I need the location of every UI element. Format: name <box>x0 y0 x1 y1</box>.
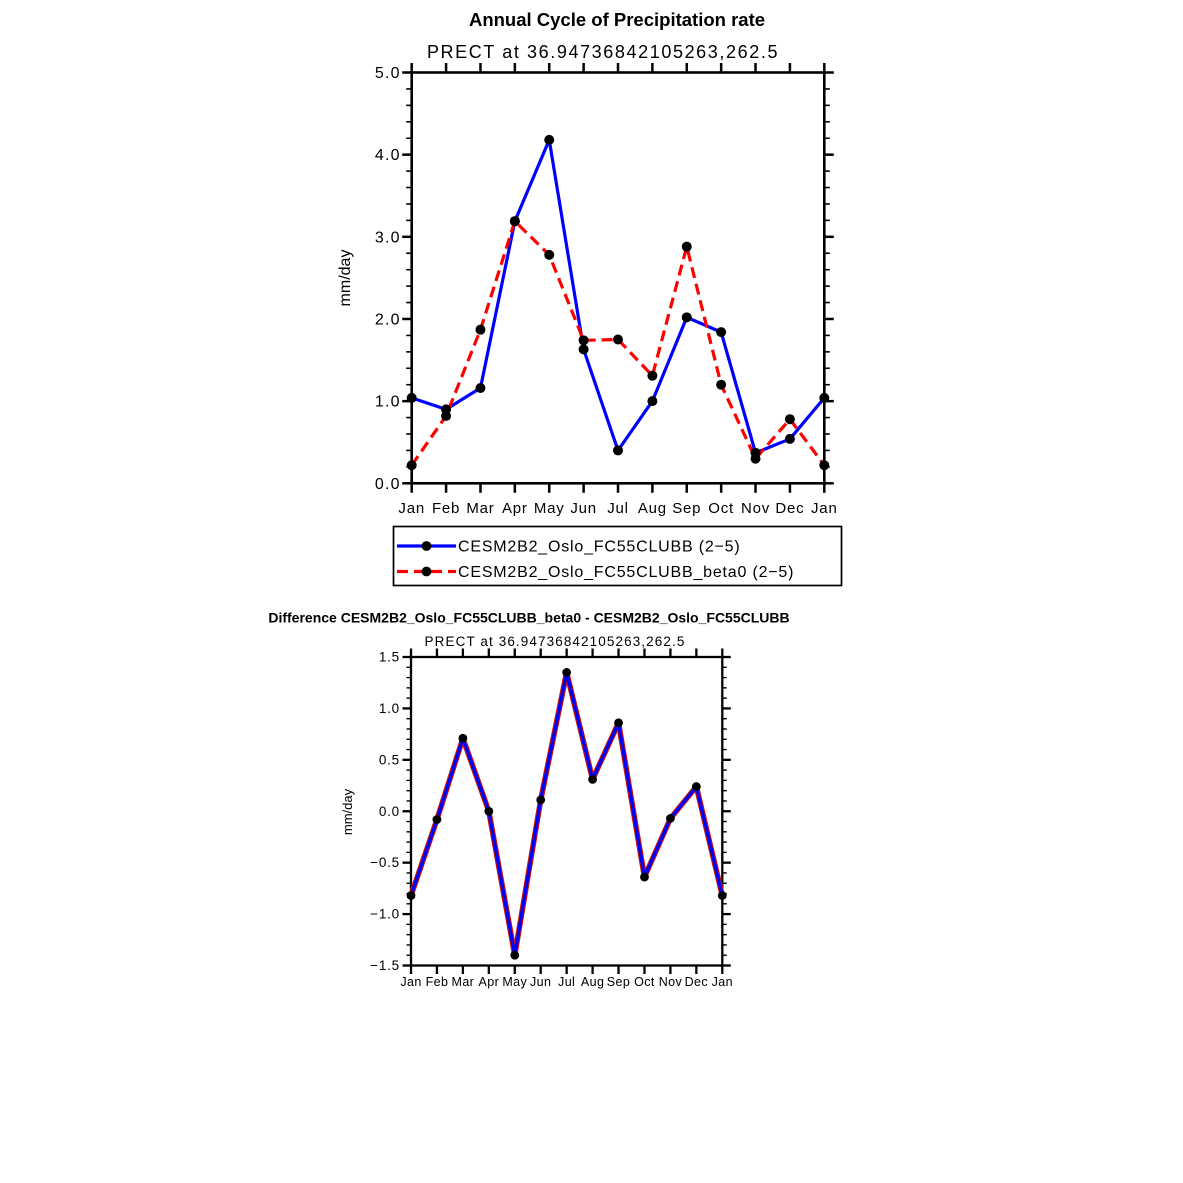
data-point-marker <box>510 216 520 226</box>
data-point-marker <box>613 335 623 345</box>
data-point-marker <box>458 734 467 743</box>
y-tick-label: 0.5 <box>378 752 400 768</box>
data-point-marker <box>819 393 829 403</box>
x-tick-label: Oct <box>634 975 655 989</box>
data-point-marker <box>785 434 795 444</box>
x-tick-label: Sep <box>672 500 702 517</box>
x-tick-label: Jun <box>530 975 552 989</box>
data-point-marker <box>441 411 451 421</box>
x-tick-label: Aug <box>637 500 667 517</box>
y-tick-label: 4.0 <box>374 147 401 165</box>
y-tick-label: 0.0 <box>378 803 400 819</box>
data-point-marker <box>613 445 623 455</box>
legend-marker-icon <box>422 567 432 577</box>
data-point-marker <box>588 775 597 784</box>
y-tick-label: 0.0 <box>374 475 401 493</box>
top-chart-title: Annual Cycle of Precipitation rate <box>468 9 766 30</box>
data-point-marker <box>718 891 727 900</box>
x-tick-label: Aug <box>580 975 605 989</box>
y-tick-label: −0.5 <box>370 855 400 871</box>
data-point-marker <box>475 383 485 393</box>
data-point-marker <box>579 344 589 354</box>
x-tick-label: Feb <box>431 500 461 517</box>
x-tick-label: Mar <box>466 500 495 517</box>
x-tick-label: Oct <box>708 500 735 517</box>
top-chart-y-axis-label: mm/day <box>337 249 354 307</box>
legend-marker-icon <box>422 541 432 551</box>
bottom-chart-y-axis-label: mm/day <box>340 788 355 836</box>
data-point-marker <box>544 135 554 145</box>
data-point-marker <box>751 454 761 464</box>
series-line <box>411 672 722 955</box>
data-point-marker <box>640 873 649 882</box>
data-point-marker <box>579 335 589 345</box>
x-tick-label: Feb <box>425 975 449 989</box>
data-point-marker <box>692 782 701 791</box>
y-tick-label: −1.5 <box>370 958 400 973</box>
x-tick-label: Jan <box>400 975 422 989</box>
legend-entry-cesm2b2: CESM2B2_Oslo_FC55CLUBB (2−5) <box>458 538 741 556</box>
data-point-marker <box>536 796 545 805</box>
data-point-marker <box>666 814 675 823</box>
data-point-marker <box>407 891 416 900</box>
x-tick-label: Mar <box>451 975 475 989</box>
bottom-chart-title: Difference CESM2B2_Oslo_FC55CLUBB_beta0 - CESM2B2_Oslo_FC55CLUBB <box>268 609 790 626</box>
y-tick-label: 3.0 <box>374 229 401 247</box>
data-point-marker <box>647 396 657 406</box>
x-tick-label: Dec <box>775 500 805 517</box>
x-tick-label: Jul <box>607 500 629 517</box>
data-point-marker <box>785 414 795 424</box>
bottom-chart-axes <box>370 649 733 990</box>
top-chart-subtitle: PRECT at 36.94736842105263,262.5 <box>426 42 780 62</box>
x-tick-label: Nov <box>740 500 771 517</box>
x-tick-label: Nov <box>658 975 683 989</box>
y-tick-label: 2.0 <box>374 311 401 329</box>
legend <box>394 527 842 586</box>
x-tick-label: Jan <box>711 975 733 989</box>
data-point-marker <box>510 951 519 960</box>
data-point-marker <box>407 393 417 403</box>
plot-frame <box>412 73 825 484</box>
data-point-marker <box>544 250 554 260</box>
x-tick-label: May <box>533 500 565 517</box>
x-tick-label: Dec <box>684 975 709 989</box>
data-point-marker <box>682 242 692 252</box>
x-tick-label: Apr <box>478 975 500 989</box>
x-tick-label: May <box>502 975 528 989</box>
x-tick-label: Jun <box>570 500 597 517</box>
x-tick-label: Apr <box>501 500 528 517</box>
y-tick-label: 5.0 <box>374 65 401 82</box>
data-point-marker <box>614 718 623 727</box>
data-point-marker <box>682 312 692 322</box>
data-point-marker <box>819 460 829 470</box>
data-point-marker <box>716 327 726 337</box>
legend-entry-cesm2b2-beta0: CESM2B2_Oslo_FC55CLUBB_beta0 (2−5) <box>458 564 795 581</box>
x-tick-label: Jan <box>811 500 838 517</box>
x-tick-label: Jul <box>558 975 576 989</box>
data-point-marker <box>407 460 417 470</box>
y-tick-label: 1.0 <box>374 393 401 411</box>
series-line <box>412 140 825 453</box>
y-tick-label: −1.0 <box>370 906 400 922</box>
data-point-marker <box>716 380 726 390</box>
data-point-marker <box>562 668 571 677</box>
data-point-marker <box>475 325 485 335</box>
bottom-chart-subtitle: PRECT at 36.94736842105263,262.5 <box>424 634 686 649</box>
y-tick-label: 1.5 <box>378 649 400 665</box>
x-tick-label: Jan <box>398 500 425 517</box>
x-tick-label: Sep <box>606 975 631 989</box>
y-tick-label: 1.0 <box>378 700 400 716</box>
data-point-marker <box>647 371 657 381</box>
bottom-chart-series <box>407 668 727 960</box>
top-chart-series <box>407 135 830 470</box>
data-point-marker <box>433 815 442 824</box>
data-point-marker <box>484 807 493 816</box>
